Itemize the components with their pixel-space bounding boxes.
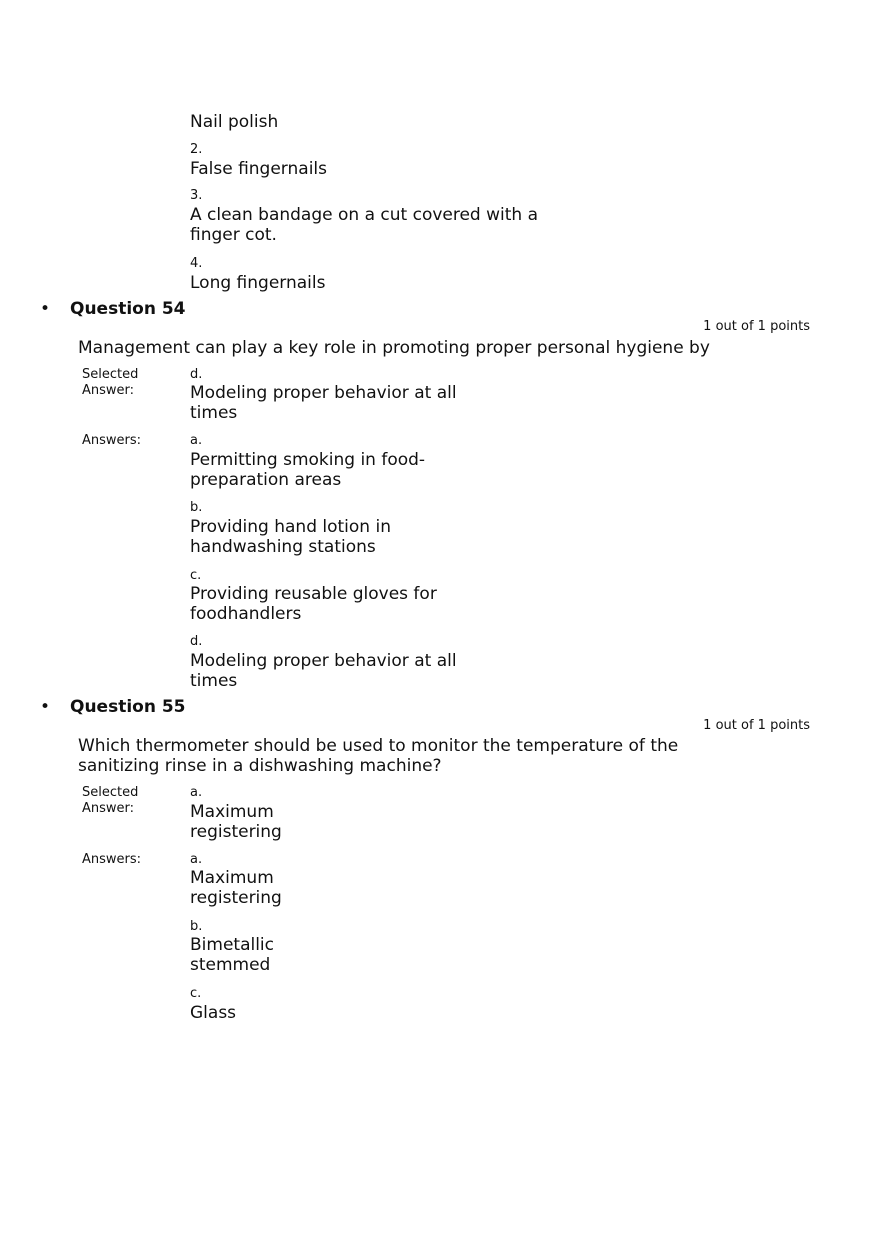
points-label: 1 out of 1 points [703,319,810,334]
answer-text: A clean bandage on a cut covered with a [190,205,539,225]
answer-letter: b. [190,500,203,515]
answer-text: handwashing stations [190,537,376,557]
selected-answer-letter: a. [190,785,203,800]
answers-label: Answers: [82,433,142,448]
question-title: Question 55 [70,697,186,717]
selected-answer-text: times [190,403,238,423]
answer-letter: b. [190,919,203,934]
answer-letter: 3. [190,188,203,203]
selected-answer-text: Maximum [190,802,274,822]
answer-text: Providing hand lotion in [190,517,391,537]
answer-letter: 2. [190,142,203,157]
question-prompt: Which thermometer should be used to monitor the temperature of the [78,736,679,756]
answer-text: times [190,671,238,691]
question-prompt: sanitizing rinse in a dishwashing machine? [78,756,442,776]
bullet: • [40,299,51,319]
selected-answer-label: Answer: [82,801,135,816]
selected-answer-label: Answer: [82,383,135,398]
selected-answer-label: Selected [82,785,139,800]
answer-letter: d. [190,634,203,649]
answer-letter: 4. [190,256,203,271]
selected-answer-letter: d. [190,367,203,382]
answer-letter: c. [190,568,202,583]
selected-answer-label: Selected [82,367,139,382]
question-title: Question 54 [70,299,186,319]
question-prompt: Management can play a key role in promoting proper personal hygiene by [78,338,710,358]
answer-text: finger cot. [190,225,277,245]
selected-answer-text: registering [190,822,282,842]
answer-text: stemmed [190,955,271,975]
answer-text: Maximum [190,868,274,888]
answer-text: Providing reusable gloves for [190,584,437,604]
answer-text: Nail polish [190,112,279,132]
answer-text: registering [190,888,282,908]
answer-text: Modeling proper behavior at all [190,651,457,671]
points-label: 1 out of 1 points [703,718,810,733]
answer-text: foodhandlers [190,604,302,624]
selected-answer-text: Modeling proper behavior at all [190,383,457,403]
answer-text: Permitting smoking in food- [190,450,426,470]
answer-letter: a. [190,852,203,867]
answers-label: Answers: [82,852,142,867]
answer-letter: a. [190,433,203,448]
answer-text: preparation areas [190,470,342,490]
answer-text: Bimetallic [190,935,275,955]
answer-text: Long fingernails [190,273,326,293]
answer-letter: c. [190,986,202,1001]
answer-text: False fingernails [190,159,327,179]
answer-text: Glass [190,1003,237,1023]
bullet: • [40,697,51,717]
